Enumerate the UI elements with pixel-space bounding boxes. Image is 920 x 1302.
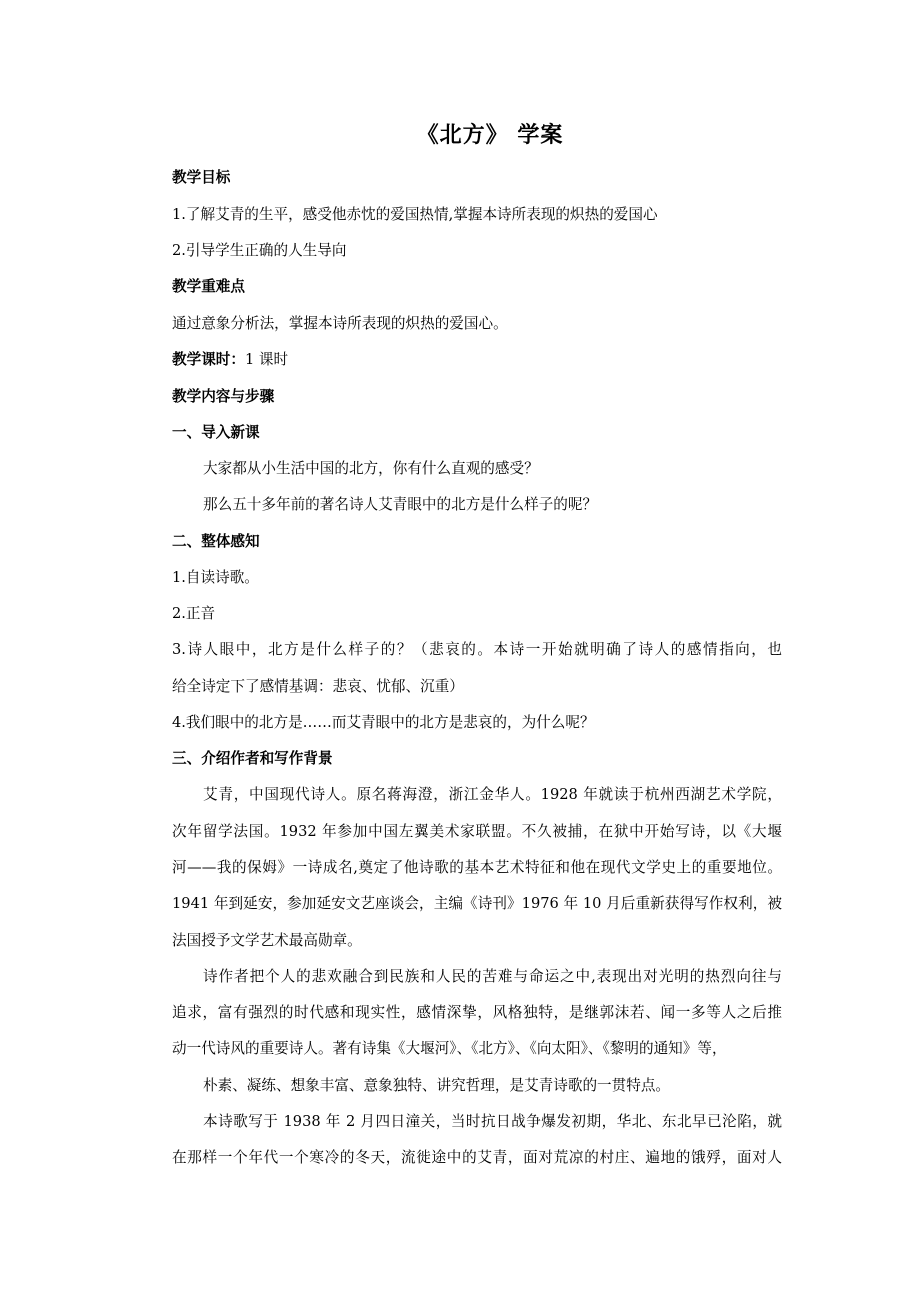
background-paragraph-line-1: 本诗歌写于 1938 年 2 月四日潼关，当时抗日战争爆发初期，华北、东北早已沦陷，就 (203, 1113, 782, 1130)
objective-item-2: 2.引导学生正确的人生导向 (172, 242, 347, 259)
objective-item-1: 1.了解艾青的生平，感受他赤忱的爱国热情,掌握本诗所表现的炽热的爱国心 (172, 206, 658, 223)
background-paragraph-line-2: 在那样一个年代一个寒冷的冬天，流徙途中的艾青，面对荒凉的村庄、遍地的饿殍，面对人 (172, 1149, 782, 1166)
bio-paragraph-line-5: 法国授予文学艺术最高勋章。 (172, 932, 362, 949)
teaching-hours-value: 1 课时 (244, 351, 289, 368)
section2-heading: 二、整体感知 (172, 533, 260, 550)
section1-heading: 一、导入新课 (172, 424, 260, 441)
features-paragraph: 朴素、凝练、想象丰富、意象独特、讲究哲理，是艾青诗歌的一贯特点。 (203, 1077, 671, 1094)
page-title: 《北方》 学案 (416, 123, 564, 148)
section2-item-1: 1.自读诗歌。 (172, 569, 259, 586)
section3-heading: 三、介绍作者和写作背景 (172, 750, 333, 767)
content-heading: 教学内容与步骤 (172, 388, 275, 405)
bio-paragraph-line-2: 次年留学法国。1932 年参加中国左翼美术家联盟。不久被捕，在狱中开始写诗，以《大堰 (172, 823, 782, 840)
section1-question-1: 大家都从小生活中国的北方，你有什么直观的感受？ (203, 460, 539, 477)
section1-question-2: 那么五十多年前的著名诗人艾青眼中的北方是什么样子的呢？ (203, 496, 598, 513)
bio-paragraph-line-4: 1941 年到延安，参加延安文艺座谈会，主编《诗刊》1976 年 10 月后重新获得写作权利，被 (172, 895, 782, 912)
key-points-heading: 教学重难点 (172, 278, 245, 295)
section2-item-4: 4.我们眼中的北方是……而艾青眼中的北方是悲哀的，为什么呢？ (172, 714, 595, 731)
style-paragraph-line-1: 诗作者把个人的悲欢融合到民族和人民的苦难与命运之中,表现出对光明的热烈向往与 (203, 968, 782, 985)
bio-paragraph-line-1: 艾青，中国现代诗人。原名蒋海澄，浙江金华人。1928 年就读于杭州西湖艺术学院， (203, 786, 782, 803)
key-points-text: 通过意象分析法，掌握本诗所表现的炽热的爱国心。 (172, 315, 508, 332)
section2-item-3-line-2: 给全诗定下了感情基调：悲哀、忧郁、沉重） (172, 678, 464, 695)
objectives-heading: 教学目标 (172, 169, 231, 186)
bio-paragraph-line-3: 河——我的保姆》一诗成名,奠定了他诗歌的基本艺术特征和他在现代文学史上的重要地位。 (172, 859, 782, 876)
teaching-hours-label: 教学课时： (172, 351, 245, 368)
style-paragraph-line-2: 追求，富有强烈的时代感和现实性，感情深挚，风格独特，是继郭沫若、闻一多等人之后推 (172, 1004, 782, 1021)
section2-item-3-line-1: 3.诗人眼中，北方是什么样子的？（悲哀的。本诗一开始就明确了诗人的感情指向，也 (172, 641, 782, 658)
style-paragraph-line-3: 动一代诗风的重要诗人。著有诗集《大堰河》、《北方》、《向太阳》、《黎明的通知》等， (172, 1040, 727, 1057)
section2-item-2: 2.正音 (172, 605, 216, 622)
teaching-hours (172, 348, 288, 372)
